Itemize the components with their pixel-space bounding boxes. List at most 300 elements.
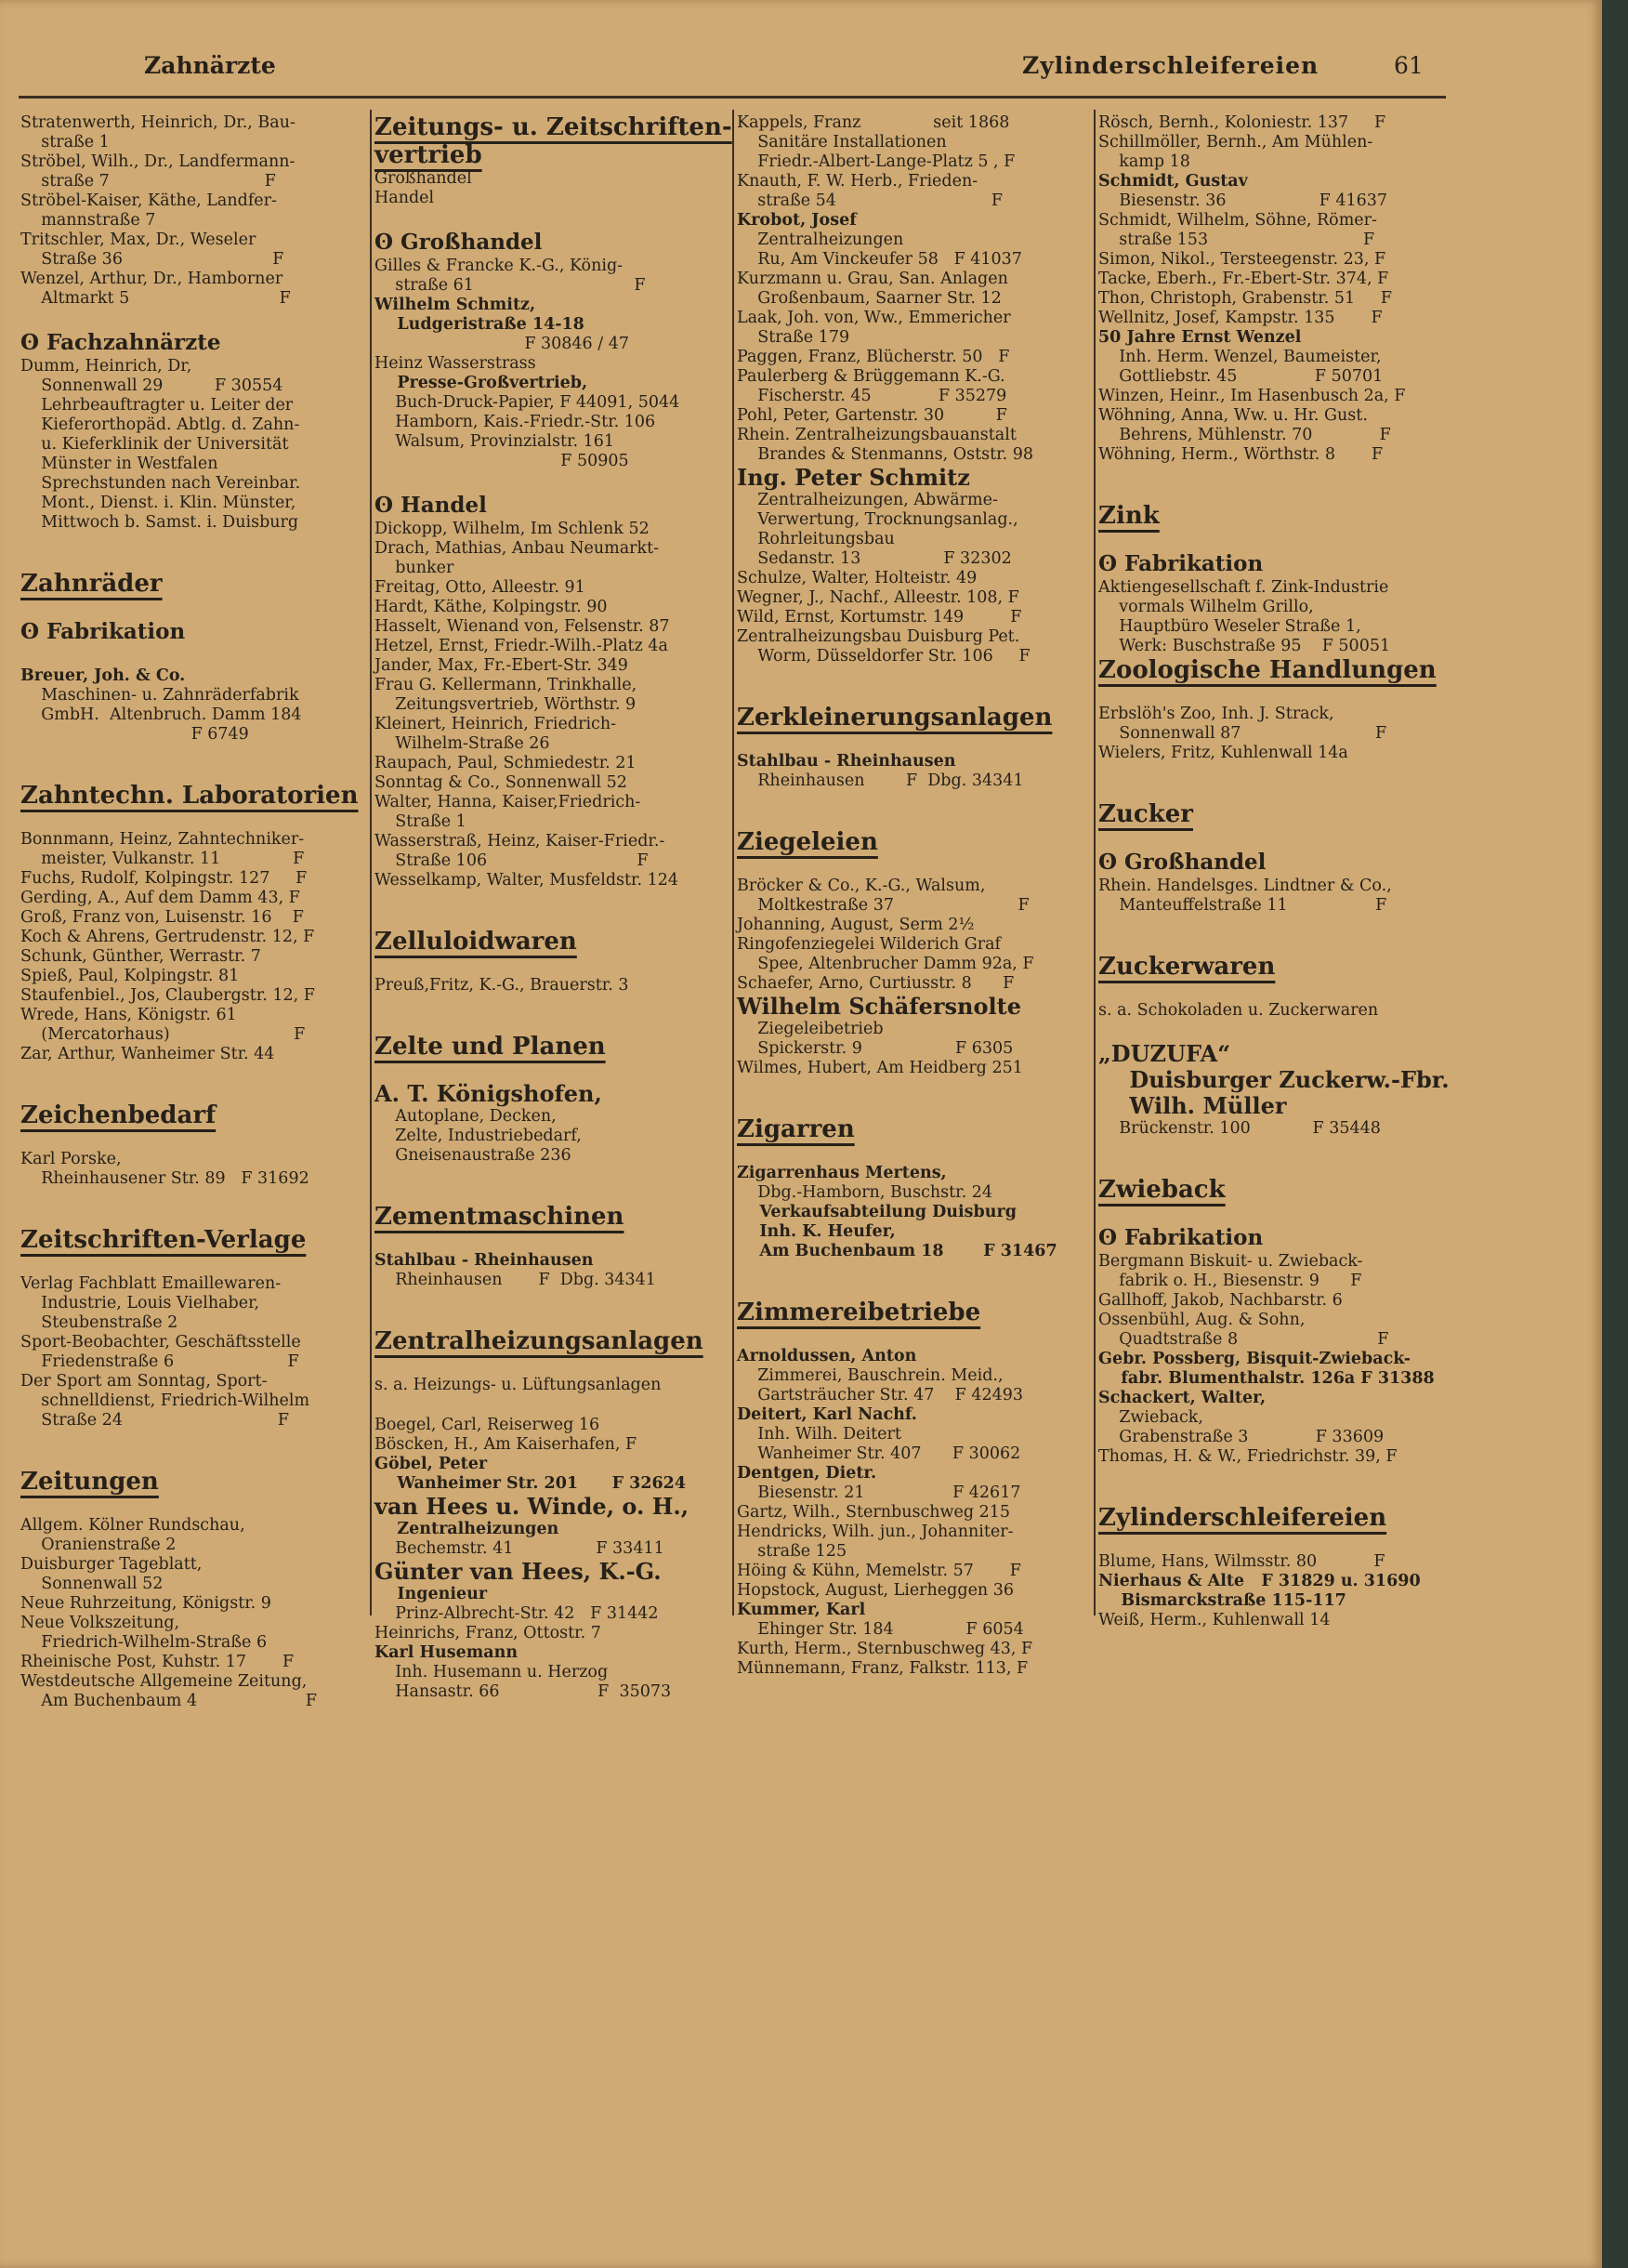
spacer [1098, 465, 1451, 502]
directory-line: Biesenstr. 36 F 41637 [1098, 191, 1388, 210]
spacer [374, 208, 740, 229]
directory-line: Neue Volkszeitung, [20, 1614, 180, 1632]
directory-line: Handel [374, 189, 435, 207]
firm-name: Duisburger Zuckerw.-Fbr. [1098, 1066, 1450, 1093]
spacer [737, 1078, 1086, 1115]
directory-line: Freitag, Otto, Alleestr. 91 [374, 578, 585, 597]
directory-line: Pohl, Peter, Gartenstr. 30 F [737, 406, 1007, 425]
spacer [20, 309, 364, 329]
directory-line: Wanheimer Str. 201 F 32624 [374, 1474, 687, 1493]
directory-line: straße 7 F [20, 172, 276, 191]
spacer [20, 1254, 364, 1274]
directory-line: Göbel, Peter [374, 1455, 488, 1473]
directory-line: Ringofenziegelei Wilderich Graf [737, 935, 1002, 954]
spacer [374, 471, 740, 492]
subsection-heading: ʘ Fachzahnärzte [20, 330, 221, 355]
subsection-heading: ʘ Großhandel [1098, 850, 1267, 875]
section-heading: Ziegeleien [737, 828, 878, 856]
directory-line: Ossenbühl, Aug. & Sohn, [1098, 1311, 1306, 1329]
directory-line: Paggen, Franz, Blücherstr. 50 F [737, 348, 1010, 366]
spacer [1098, 916, 1451, 953]
directory-line: Wilmes, Hubert, Am Heidberg 251 [737, 1059, 1023, 1077]
section-heading: Zeitungs- u. Zeitschriften- [374, 113, 732, 141]
directory-line: Altmarkt 5 F [20, 289, 291, 308]
directory-line: Blume, Hans, Wilmsstr. 80 F [1098, 1552, 1385, 1571]
directory-line: Hetzel, Ernst, Friedr.-Wilh.-Platz 4a [374, 637, 668, 655]
directory-line: Friedenstraße 6 F [20, 1352, 299, 1371]
spacer [374, 1231, 740, 1251]
directory-line: Ziegeleibetrieb [737, 1020, 884, 1038]
directory-line: straße 1 [20, 133, 110, 152]
directory-line: Nierhaus & Alte F 31829 u. 31690 [1098, 1572, 1421, 1590]
directory-line: Zentralheizungen, Abwärme- [737, 491, 998, 509]
spacer [20, 646, 364, 666]
directory-line: Worm, Düsseldorfer Str. 106 F [737, 647, 1031, 666]
section-heading: Zelluloidwaren [374, 928, 577, 956]
directory-line: Zelte, Industriebedarf, [374, 1127, 582, 1145]
directory-line: Großhandel [374, 169, 472, 188]
directory-line: Am Buchenbaum 18 F 31467 [737, 1242, 1057, 1260]
directory-line: Dentgen, Dietr. [737, 1464, 877, 1483]
section-heading: Zementmaschinen [374, 1203, 624, 1231]
directory-line: straße 54 F [737, 191, 1003, 210]
spacer [737, 856, 1086, 877]
directory-line: mannstraße 7 [20, 211, 156, 230]
section-heading: Zelte und Planen [374, 1033, 606, 1061]
directory-line: Bröcker & Co., K.-G., Walsum, [737, 877, 986, 895]
directory-line: Dickopp, Wilhelm, Im Schlenk 52 [374, 520, 650, 538]
spacer [374, 956, 740, 976]
section-heading: Zimmereibetriebe [737, 1299, 981, 1326]
spacer [1098, 763, 1451, 800]
spacer [737, 1326, 1086, 1347]
column-divider [1094, 110, 1096, 1615]
directory-line: Zimmerei, Bauschrein. Meid., [737, 1366, 1004, 1385]
directory-line: schnelldienst, Friedrich-Wilhelm [20, 1391, 310, 1410]
directory-line: Manteuffelstraße 11 F [1098, 896, 1387, 915]
directory-line: Hasselt, Wienand von, Felsenstr. 87 [374, 617, 670, 636]
directory-line: Mittwoch b. Samst. i. Duisburg [20, 513, 299, 532]
directory-line: Verwertung, Trocknungsanlag., [737, 510, 1018, 529]
firm-name: Wilh. Müller [1098, 1092, 1287, 1119]
directory-line: Inh. K. Heufer, [737, 1222, 896, 1241]
directory-line: Rhein. Handelsges. Lindtner & Co., [1098, 877, 1392, 895]
directory-line: Straße 36 F [20, 250, 284, 269]
directory-line: Jander, Max, Fr.-Ebert-Str. 349 [374, 656, 628, 675]
directory-line: Walter, Hanna, Kaiser,Friedrich- [374, 793, 641, 811]
directory-line: Wasserstraß, Heinz, Kaiser-Friedr.- [374, 832, 665, 850]
directory-line: Hamborn, Kais.-Friedr.-Str. 106 [374, 413, 656, 431]
directory-line: Oranienstraße 2 [20, 1536, 177, 1554]
directory-line: straße 125 [737, 1542, 847, 1561]
directory-line: Münnemann, Franz, Falkstr. 113, F [737, 1659, 1029, 1678]
directory-line: F 6749 [20, 725, 249, 744]
column-1 [20, 113, 364, 1711]
directory-line: Sonnenwall 29 F 30554 [20, 376, 283, 395]
directory-line: Brandes & Stenmanns, Oststr. 98 [737, 445, 1033, 464]
directory-line: Wellnitz, Josef, Kampstr. 135 F [1098, 309, 1383, 327]
directory-line: Ru, Am Vinckeufer 58 F 41037 [737, 250, 1022, 269]
header-rule [19, 96, 1446, 99]
directory-line: Wesselkamp, Walter, Musfeldstr. 124 [374, 871, 679, 890]
directory-line: Wöhning, Herm., Wörthstr. 8 F [1098, 445, 1384, 464]
directory-line: Rheinhausen F Dbg. 34341 [737, 771, 1024, 790]
directory-line: straße 61 F [374, 276, 646, 295]
section-heading: Zerkleinerungsanlagen [737, 704, 1053, 732]
directory-line: Zentralheizungen [374, 1520, 559, 1538]
directory-line: F 30846 / 47 [374, 335, 629, 353]
directory-line: Raupach, Paul, Schmiedestr. 21 [374, 754, 637, 772]
directory-line: Wöhning, Anna, Ww. u. Hr. Gust. [1098, 406, 1368, 425]
section-heading: Zeitungen [20, 1468, 159, 1496]
directory-line: Ströbel-Kaiser, Käthe, Landfer- [20, 191, 277, 210]
directory-line: Grabenstraße 3 F 33609 [1098, 1428, 1385, 1446]
directory-line: u. Kieferklinik der Universität [20, 435, 289, 454]
directory-line: Höing & Kühn, Memelstr. 57 F [737, 1562, 1021, 1580]
directory-line: Staufenbiel., Jos, Claubergstr. 12, F [20, 986, 315, 1005]
directory-line: Breuer, Joh. & Co. [20, 666, 186, 685]
directory-line: Bechemstr. 41 F 33411 [374, 1539, 664, 1558]
column-divider [732, 110, 734, 1615]
directory-line: Gilles & Francke K.-G., König- [374, 257, 624, 275]
spacer [20, 1496, 364, 1516]
directory-line: Rösch, Bernh., Koloniestr. 137 F [1098, 113, 1386, 132]
directory-line: Hardt, Käthe, Kolpingstr. 90 [374, 598, 608, 616]
directory-line: vormals Wilhelm Grillo, [1098, 598, 1314, 616]
directory-line: Gneisenaustraße 236 [374, 1146, 571, 1165]
spacer [374, 1355, 740, 1376]
directory-line: Zentralheizungsbau Duisburg Pet. [737, 627, 1020, 646]
directory-line: Rheinische Post, Kuhstr. 17 F [20, 1653, 295, 1671]
spacer [1098, 981, 1451, 1001]
directory-line: Kleinert, Heinrich, Friedrich- [374, 715, 617, 733]
spacer [374, 996, 740, 1033]
directory-line: Brückenstr. 100 F 35448 [1098, 1119, 1381, 1138]
directory-line: Preuß,Fritz, K.-G., Brauerstr. 3 [374, 976, 629, 995]
spacer [374, 1061, 740, 1081]
directory-line: Straße 1 [374, 812, 466, 831]
section-heading: Zoologische Handlungen [1098, 656, 1437, 684]
section-heading: Zwieback [1098, 1176, 1226, 1204]
header-left-title: Zahnärzte [144, 52, 276, 79]
directory-line: Zeitungsvertrieb, Wörthstr. 9 [374, 695, 637, 714]
directory-line: Industrie, Louis Vielhaber, [20, 1294, 260, 1312]
spacer [20, 1431, 364, 1468]
column-4 [1098, 113, 1451, 1630]
spacer [1098, 1204, 1451, 1224]
firm-name: Ing. Peter Schmitz [737, 464, 970, 491]
directory-line: Straße 24 F [20, 1411, 289, 1430]
directory-line: Münster in Westfalen [20, 455, 218, 473]
directory-line: Johanning, August, Serm 2½ [737, 916, 975, 934]
directory-line: Kappels, Franz seit 1868 [737, 113, 1010, 132]
directory-line: Rhein. Zentralheizungsbauanstalt [737, 426, 1017, 444]
directory-line: Schunk, Günther, Werrastr. 7 [20, 947, 261, 966]
section-heading: Zeichenbedarf [20, 1101, 217, 1129]
directory-line: Fuchs, Rudolf, Kolpingstr. 127 F [20, 869, 308, 888]
spacer [20, 533, 364, 570]
directory-line: Hendricks, Wilh. jun., Johanniter- [737, 1523, 1014, 1541]
directory-line: Frau G. Kellermann, Trinkhalle, [374, 676, 637, 694]
directory-line: Rheinhausen F Dbg. 34341 [374, 1271, 656, 1289]
directory-line: Zar, Arthur, Wanheimer Str. 44 [20, 1045, 275, 1063]
directory-line: Wielers, Fritz, Kuhlenwall 14a [1098, 744, 1348, 762]
directory-line: Thon, Christoph, Grabenstr. 51 F [1098, 289, 1393, 308]
directory-line: fabrik o. H., Biesenstr. 9 F [1098, 1272, 1362, 1290]
directory-line: Schaefer, Arno, Curtiusstr. 8 F [737, 974, 1015, 993]
directory-line: Friedr.-Albert-Lange-Platz 5 , F [737, 152, 1016, 171]
section-heading: Zuckerwaren [1098, 953, 1276, 981]
spacer [737, 732, 1086, 752]
section-heading: Zahnräder [20, 570, 163, 598]
directory-line: Spee, Altenbrucher Damm 92a, F [737, 955, 1034, 973]
directory-line: Aktiengesellschaft f. Zink-Industrie [1098, 578, 1389, 597]
directory-line: Karl Porske, [20, 1150, 122, 1168]
directory-line: Quadtstraße 8 F [1098, 1330, 1389, 1349]
directory-line: Schillmöller, Bernh., Am Mühlen- [1098, 133, 1373, 152]
directory-line: Simon, Nikol., Tersteegenstr. 23, F [1098, 250, 1386, 269]
directory-line: Inh. Herm. Wenzel, Baumeister, [1098, 348, 1382, 366]
spacer [1098, 530, 1451, 550]
directory-line: Sanitäre Installationen [737, 133, 947, 152]
directory-line: Heinrichs, Franz, Ottostr. 7 [374, 1624, 601, 1642]
directory-line: Wilhelm Schmitz, [374, 296, 536, 314]
directory-line: Stratenwerth, Heinrich, Dr., Bau- [20, 113, 295, 132]
spacer [20, 598, 364, 618]
subsection-heading: ʘ Fabrikation [20, 619, 186, 644]
directory-line: Heinz Wasserstrass [374, 354, 536, 373]
spacer [1098, 1467, 1451, 1504]
directory-line: Gottliebstr. 45 F 50701 [1098, 367, 1384, 386]
directory-line: Thomas, H. & W., Friedrichstr. 39, F [1098, 1447, 1398, 1466]
directory-line: bunker [374, 559, 454, 577]
directory-line: Wilhelm-Straße 26 [374, 734, 550, 753]
directory-line: Karl Husemann [374, 1643, 519, 1662]
directory-line: Tacke, Eberh., Fr.-Ebert-Str. 374, F [1098, 270, 1389, 288]
directory-line: Sedanstr. 13 F 32302 [737, 549, 1012, 568]
directory-line: Ingenieur [374, 1585, 488, 1603]
directory-line: Kurzmann u. Grau, San. Anlagen [737, 270, 1008, 288]
directory-line: Duisburger Tageblatt, [20, 1555, 203, 1574]
directory-line: Autoplane, Decken, [374, 1107, 557, 1126]
spacer [20, 1189, 364, 1226]
subsection-heading: ʘ Fabrikation [1098, 1225, 1264, 1250]
directory-line: Drach, Mathias, Anbau Neumarkt- [374, 539, 660, 558]
directory-line: Erbslöh's Zoo, Inh. J. Strack, [1098, 705, 1334, 723]
directory-line: Steubenstraße 2 [20, 1313, 178, 1332]
directory-line: Friedrich-Wilhelm-Straße 6 [20, 1633, 268, 1652]
directory-line: Winzen, Heinr., Im Hasenbusch 2a, F [1098, 387, 1406, 405]
section-heading: Zentralheizungsanlagen [374, 1327, 703, 1355]
directory-line: Sprechstunden nach Vereinbar. [20, 474, 301, 493]
directory-line: Bergmann Biskuit- u. Zwieback- [1098, 1252, 1363, 1271]
directory-line: meister, Vulkanstr. 11 F [20, 850, 305, 868]
directory-line: Dumm, Heinrich, Dr, [20, 357, 192, 376]
directory-line: Straße 179 [737, 328, 850, 347]
directory-line: Groß, Franz von, Luisenstr. 16 F [20, 908, 304, 927]
directory-line: Walsum, Provinzialstr. 161 [374, 432, 614, 451]
firm-name: van Hees u. Winde, o. H., [374, 1493, 689, 1520]
spacer [374, 1395, 740, 1416]
firm-name: A. T. Königshofen, [374, 1080, 602, 1107]
spacer [1098, 1021, 1451, 1041]
firm-name: „DUZUFA“ [1098, 1040, 1231, 1067]
directory-line: Böscken, H., Am Kaiserhafen, F [374, 1435, 637, 1454]
section-heading: Zylinderschleifereien [1098, 1504, 1387, 1532]
directory-line: (Mercatorhaus) F [20, 1025, 306, 1044]
directory-line: F 50905 [374, 452, 629, 470]
directory-line: Presse-Großvertrieb, [374, 374, 588, 392]
directory-line: Spickerstr. 9 F 6305 [737, 1039, 1014, 1058]
directory-line: Mont., Dienst. i. Klin. Münster, [20, 494, 296, 512]
directory-line: GmbH. Altenbruch. Damm 184 [20, 705, 302, 724]
directory-line: Bonnmann, Heinz, Zahntechniker- [20, 830, 305, 849]
column-3 [737, 113, 1086, 1679]
firm-name: Günter van Hees, K.-G. [374, 1558, 662, 1585]
directory-line: Rheinhausener Str. 89 F 31692 [20, 1169, 309, 1188]
directory-line: Gebr. Possberg, Bisquit-Zwieback- [1098, 1350, 1411, 1368]
directory-line: Schmidt, Wilhelm, Söhne, Römer- [1098, 211, 1377, 230]
directory-line: Knauth, F. W. Herb., Frieden- [737, 172, 978, 191]
spacer [20, 745, 364, 782]
directory-line: Sonnenwall 87 F [1098, 724, 1387, 743]
column-divider [370, 110, 372, 1615]
directory-line: Weiß, Herm., Kuhlenwall 14 [1098, 1611, 1331, 1629]
directory-line: 50 Jahre Ernst Wenzel [1098, 328, 1302, 347]
directory-line: Kummer, Karl [737, 1601, 866, 1619]
directory-line: Neue Ruhrzeitung, Königstr. 9 [20, 1594, 271, 1613]
directory-line: Wegner, J., Nachf., Alleestr. 108, F [737, 588, 1019, 607]
directory-line: Sport-Beobachter, Geschäftsstelle [20, 1333, 301, 1352]
directory-line: Gartsträucher Str. 47 F 42493 [737, 1386, 1023, 1404]
directory-line: Allgem. Kölner Rundschau, [20, 1516, 245, 1535]
directory-line: Moltkestraße 37 F [737, 896, 1030, 915]
directory-line: Schmidt, Gustav [1098, 172, 1248, 191]
directory-line: Kurth, Herm., Sternbuschweg 43, F [737, 1640, 1033, 1658]
directory-line: Inh. Husemann u. Herzog [374, 1663, 609, 1681]
directory-line: straße 153 F [1098, 231, 1375, 249]
directory-line: Straße 106 F [374, 851, 649, 870]
directory-line: kamp 18 [1098, 152, 1190, 171]
spacer [737, 791, 1086, 828]
subsection-heading: ʘ Handel [374, 493, 487, 518]
directory-line: Schulze, Walter, Holteistr. 49 [737, 569, 978, 587]
directory-line: Wenzel, Arthur, Dr., Hamborner [20, 270, 283, 288]
directory-line: Spieß, Paul, Kolpingstr. 81 [20, 967, 240, 985]
directory-line: Maschinen- u. Zahnräderfabrik [20, 686, 299, 705]
directory-line: Der Sport am Sonntag, Sport- [20, 1372, 268, 1391]
directory-line: Gartz, Wilh., Sternbuschweg 215 [737, 1503, 1011, 1522]
spacer [737, 1261, 1086, 1299]
firm-name: Wilhelm Schäfersnolte [737, 993, 1021, 1020]
directory-line: Gerding, A., Auf dem Damm 43, F [20, 889, 300, 907]
directory-line: Wild, Ernst, Kortumstr. 149 F [737, 608, 1022, 626]
subsection-heading: ʘ Fabrikation [1098, 551, 1264, 576]
directory-line: Wanheimer Str. 407 F 30062 [737, 1444, 1021, 1463]
directory-line: Schackert, Walter, [1098, 1389, 1267, 1407]
directory-line: Ehinger Str. 184 F 6054 [737, 1620, 1024, 1639]
directory-line: Arnoldussen, Anton [737, 1347, 917, 1365]
directory-line: Kieferorthopäd. Abtlg. d. Zahn- [20, 415, 300, 434]
directory-line: Bismarckstraße 115-117 [1098, 1591, 1346, 1610]
directory-line: s. a. Schokoladen u. Zuckerwaren [1098, 1001, 1379, 1020]
spacer [1098, 828, 1451, 849]
directory-line: Verlag Fachblatt Emaillewaren- [20, 1274, 282, 1293]
directory-line: Am Buchenbaum 4 F [20, 1692, 318, 1710]
header-right-title: Zylinderschleifereien [1022, 52, 1319, 79]
section-heading: Zigarren [737, 1115, 855, 1143]
spacer [1098, 1532, 1451, 1552]
directory-line: Westdeutsche Allgemeine Zeitung, [20, 1672, 308, 1691]
section-heading: Zeitschriften-Verlage [20, 1226, 307, 1254]
directory-line: Hansastr. 66 F 35073 [374, 1682, 672, 1701]
directory-line: Sonntag & Co., Sonnenwall 52 [374, 773, 627, 792]
directory-line: Stahlbau - Rheinhausen [737, 752, 956, 771]
directory-line: Paulerberg & Brüggemann K.-G. [737, 367, 1005, 386]
directory-line: Dbg.-Hamborn, Buschstr. 24 [737, 1183, 992, 1202]
spacer [374, 1166, 740, 1203]
section-heading: Zucker [1098, 800, 1193, 828]
spacer [374, 890, 740, 928]
directory-line: s. a. Heizungs- u. Lüftungsanlagen [374, 1376, 662, 1394]
directory-line: Inh. Wilh. Deitert [737, 1425, 901, 1444]
directory-line: Stahlbau - Rheinhausen [374, 1251, 594, 1270]
page-header [0, 52, 1487, 89]
directory-line: Biesenstr. 21 F 42617 [737, 1483, 1021, 1502]
directory-line: Krobot, Josef [737, 211, 857, 230]
directory-line: Laak, Joh. von, Ww., Emmericher [737, 309, 1011, 327]
column-2 [374, 113, 740, 1702]
directory-line: Ströbel, Wilh., Dr., Landfermann- [20, 152, 295, 171]
spacer [737, 666, 1086, 704]
directory-line: Gallhoff, Jakob, Nachbarstr. 6 [1098, 1291, 1343, 1310]
directory-line: Großenbaum, Saarner Str. 12 [737, 289, 1002, 308]
directory-line: Tritschler, Max, Dr., Weseler [20, 231, 256, 249]
spacer [737, 1143, 1086, 1164]
spacer [20, 810, 364, 830]
directory-line: Buch-Druck-Papier, F 44091, 5044 [374, 393, 680, 412]
directory-line: Hauptbüro Weseler Straße 1, [1098, 617, 1361, 636]
directory-line: Koch & Ahrens, Gertrudenstr. 12, F [20, 928, 315, 946]
spacer [1098, 684, 1451, 705]
directory-line: Wrede, Hans, Königstr. 61 [20, 1006, 237, 1024]
directory-line: Boegel, Carl, Reiserweg 16 [374, 1416, 600, 1434]
directory-line: Lehrbeauftragter u. Leiter der [20, 396, 294, 415]
directory-line: Zwieback, [1098, 1408, 1203, 1427]
subsection-heading: ʘ Großhandel [374, 230, 543, 255]
directory-line: fabr. Blumenthalstr. 126a F 31388 [1098, 1369, 1435, 1388]
directory-line: Ludgeristraße 14-18 [374, 315, 584, 334]
section-heading: vertrieb [374, 141, 482, 169]
directory-line: Behrens, Mühlenstr. 70 F [1098, 426, 1391, 444]
spacer [374, 1290, 740, 1327]
directory-line: Prinz-Albrecht-Str. 42 F 31442 [374, 1604, 659, 1623]
spacer [20, 1129, 364, 1150]
directory-line: Zentralheizungen [737, 231, 904, 249]
section-heading: Zahntechn. Laboratorien [20, 782, 359, 810]
spacer [20, 1064, 364, 1101]
directory-line: Hopstock, August, Lierheggen 36 [737, 1581, 1015, 1600]
directory-line: Fischerstr. 45 F 35279 [737, 387, 1007, 405]
directory-line: Werk: Buschstraße 95 F 50051 [1098, 637, 1391, 655]
directory-line: Rohrleitungsbau [737, 530, 895, 548]
spacer [1098, 1139, 1451, 1176]
directory-line: Deitert, Karl Nachf. [737, 1405, 917, 1424]
directory-line: Zigarrenhaus Mertens, [737, 1164, 947, 1182]
directory-line: Sonnenwall 52 [20, 1575, 164, 1593]
page-number: 61 [1394, 52, 1424, 79]
directory-line: Verkaufsabteilung Duisburg [737, 1203, 1017, 1221]
